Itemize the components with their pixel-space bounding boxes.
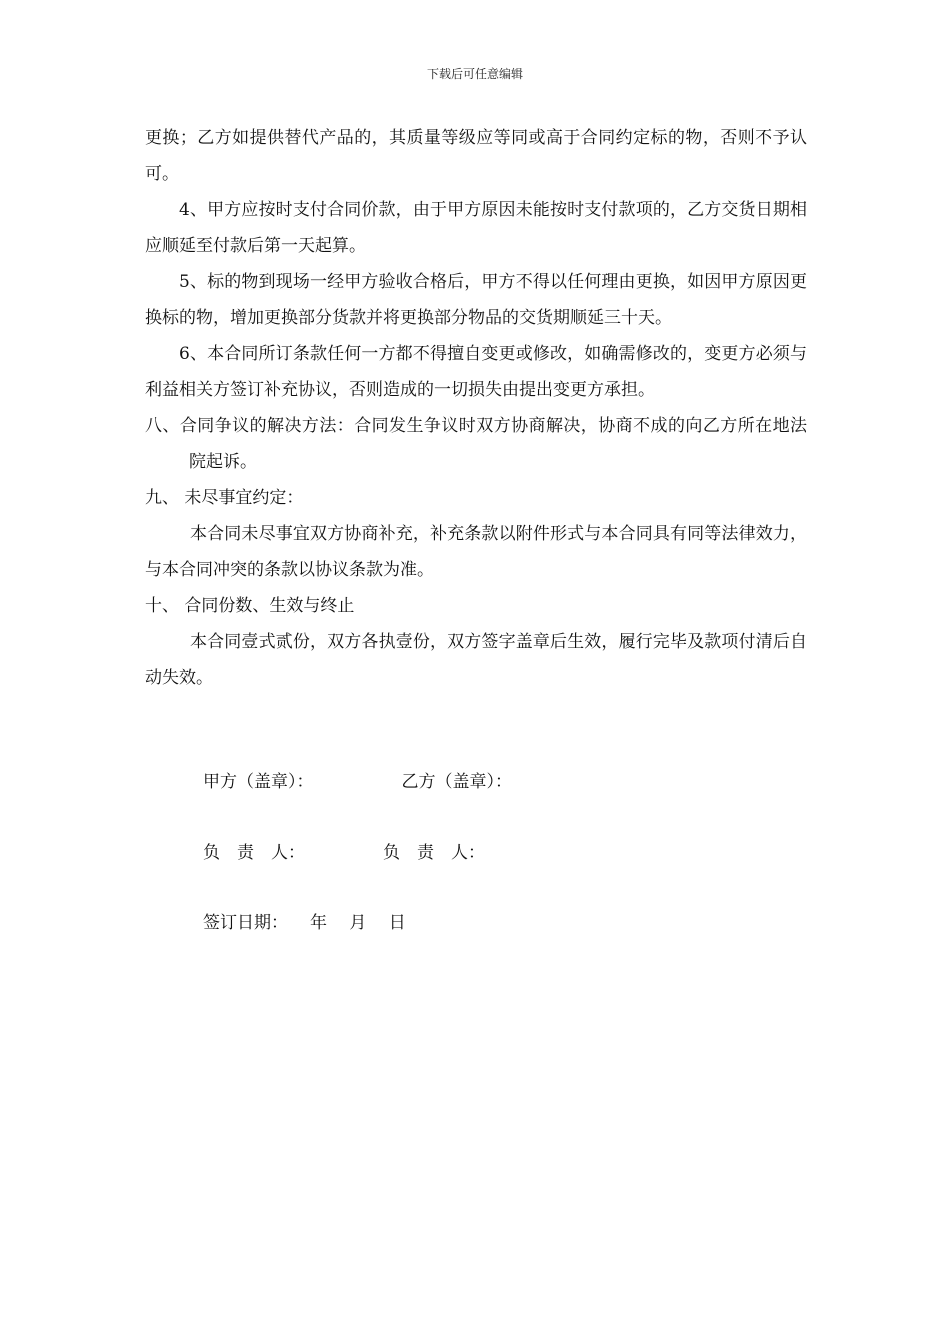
paragraph-replacement: 更换；乙方如提供替代产品的，其质量等级应等同或高于合同约定标的物，否则不予认可。 (145, 128, 807, 184)
section-8-dispute: 八、合同争议的解决方法：合同发生争议时双方协商解决，协商不成的向乙方所在地法院起诉。 (145, 416, 807, 472)
sign-date-value: 年 月 日 (310, 913, 406, 933)
clause-6: 6、本合同所订条款任何一方都不得擅自变更或修改，如确需修改的，变更方必须与利益相关方签订补充协议，否则造成的一切损失由提出变更方承担。 (145, 344, 807, 400)
page-header: 下载后可任意编辑 (426, 67, 523, 81)
party-a-seal-label: 甲方（盖章）： (203, 772, 314, 792)
section-10-heading: 十、 合同份数、生效与终止 (145, 596, 355, 616)
party-a-person-label: 负 责 人： (203, 843, 305, 863)
party-b-person-label: 负 责 人： (383, 843, 485, 863)
signature-row-seal (203, 770, 512, 794)
party-b-seal-label: 乙方（盖章）： (401, 772, 512, 792)
signature-row-person (203, 841, 485, 865)
clause-5: 5、标的物到现场一经甲方验收合格后，甲方不得以任何理由更换，如因甲方原因更换标的物，增加更换部分货款并将更换部分物品的交货期顺延三十天。 (145, 272, 807, 328)
sign-date-label: 签订日期： (203, 913, 288, 933)
clause-4: 4、甲方应按时支付合同价款，由于甲方原因未能按时支付款项的，乙方交货日期相应顺延至付款后第一天起算。 (145, 200, 807, 256)
contract-body (145, 120, 807, 696)
section-10-text: 本合同壹式贰份，双方各执壹份，双方签字盖章后生效，履行完毕及款项付清后自动失效。 (145, 632, 807, 688)
section-9-text: 本合同未尽事宜双方协商补充，补充条款以附件形式与本合同具有同等法律效力，与本合同冲突的条款以协议条款为准。 (145, 524, 807, 580)
section-9-heading: 九、 未尽事宜约定： (145, 488, 304, 508)
signature-row-date (203, 911, 406, 935)
